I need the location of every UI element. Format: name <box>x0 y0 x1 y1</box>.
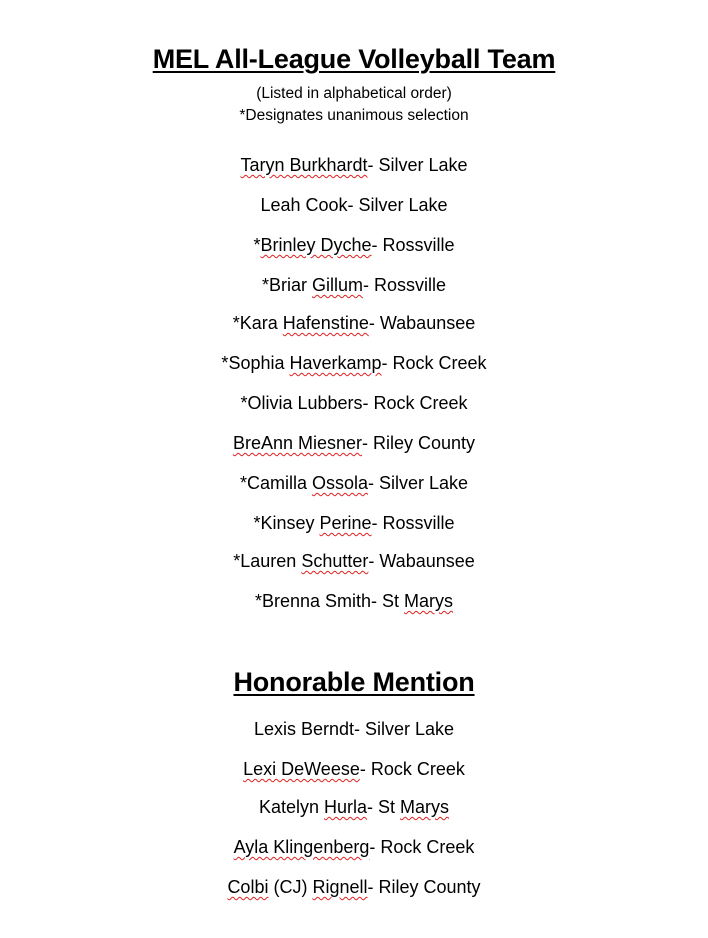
school-name: Rock Creek <box>380 837 475 857</box>
unanimous-marker: * <box>253 235 261 255</box>
player-name: Katelyn Hurla <box>258 797 368 817</box>
spellcheck-flag: Lexi DeWeese <box>243 759 360 779</box>
honorable-mention-entry <box>0 877 708 898</box>
name-school-separator: - <box>367 797 379 817</box>
player-name: Olivia Lubbers <box>247 393 363 413</box>
school-name: Wabaunsee <box>379 313 476 333</box>
name-school-separator: - <box>363 275 374 295</box>
spellcheck-flag: Rignell <box>312 877 368 897</box>
school-name: Silver Lake <box>378 155 468 175</box>
all-league-entry <box>0 513 708 534</box>
all-league-entry <box>0 195 708 216</box>
player-name: Lexis Berndt <box>253 719 354 739</box>
name-school-separator: - <box>368 473 379 493</box>
all-league-entry <box>0 591 708 612</box>
player-name: Leah Cook <box>260 195 348 215</box>
school-name: Rock Creek <box>392 353 487 373</box>
all-league-entry <box>0 393 708 414</box>
spellcheck-flag: Perine <box>319 513 372 533</box>
unanimous-note: *Designates unanimous selection <box>239 107 469 124</box>
spellcheck-flag: Hurla <box>324 797 368 817</box>
spellcheck-flag: Haverkamp <box>289 353 382 373</box>
spellcheck-flag: Gillum <box>311 275 363 295</box>
unanimous-marker: * <box>254 591 262 611</box>
ordering-note: (Listed in alphabetical order) <box>256 85 452 102</box>
honorable-mention-entry <box>0 759 708 780</box>
player-name <box>240 155 367 175</box>
spellcheck-flag: Hafenstine <box>282 313 369 333</box>
unanimous-marker: * <box>233 551 241 571</box>
name-school-separator: - <box>371 591 383 611</box>
school-name: Rock Creek <box>373 393 468 413</box>
spellcheck-flag: Ayla Klingenberg <box>233 837 370 857</box>
unanimous-marker: * <box>253 513 261 533</box>
player-name <box>243 759 360 779</box>
unanimous-marker: * <box>240 393 248 413</box>
name-school-separator: - <box>354 719 365 739</box>
school-name: Riley County <box>378 877 481 897</box>
unanimous-marker: * <box>261 275 269 295</box>
name-school-separator: - <box>359 759 371 779</box>
school-name: Rock Creek <box>370 759 465 779</box>
spellcheck-flag: Taryn Burkhardt <box>240 155 368 175</box>
school-name: St Marys <box>382 591 454 611</box>
all-league-entry <box>0 155 708 176</box>
name-school-separator: - <box>369 837 381 857</box>
name-school-separator: - <box>368 551 380 571</box>
spellcheck-flag: Ossola <box>311 473 368 493</box>
all-league-entry <box>0 235 708 256</box>
school-name: Silver Lake <box>358 195 448 215</box>
spellcheck-flag: Marys <box>404 591 454 611</box>
school-name: Silver Lake <box>365 719 455 739</box>
name-school-separator: - <box>368 313 380 333</box>
name-school-separator: - <box>371 235 383 255</box>
name-school-separator: - <box>371 513 383 533</box>
player-name: Briar Gillum <box>268 275 363 295</box>
name-school-separator: - <box>367 877 379 897</box>
honorable-mention-entry <box>0 719 708 740</box>
school-name: Rossville <box>382 235 455 255</box>
player-name: Camilla Ossola <box>246 473 368 493</box>
spellcheck-flag: Marys <box>400 797 450 817</box>
player-name: Kinsey Perine <box>260 513 372 533</box>
honorable-mention-entry <box>0 837 708 858</box>
all-league-entry <box>0 433 708 454</box>
spellcheck-flag: Colbi <box>227 877 269 897</box>
name-school-separator: - <box>347 195 359 215</box>
name-school-separator: - <box>367 155 379 175</box>
all-league-entry <box>0 473 708 494</box>
school-name: Silver Lake <box>379 473 469 493</box>
all-league-entry <box>0 313 708 334</box>
honorable-mention-heading: Honorable Mention <box>233 667 475 697</box>
player-name <box>233 433 362 453</box>
player-name <box>260 235 371 255</box>
player-name: Kara Hafenstine <box>239 313 369 333</box>
name-school-separator: - <box>381 353 393 373</box>
unanimous-marker: * <box>239 473 247 493</box>
document-title: MEL All-League Volleyball Team <box>152 44 556 74</box>
player-name <box>234 837 370 857</box>
all-league-entry <box>0 275 708 296</box>
unanimous-marker: * <box>221 353 229 373</box>
school-name: Riley County <box>373 433 476 453</box>
all-league-entry <box>0 353 708 374</box>
player-name: Lauren Schutter <box>240 551 369 571</box>
spellcheck-flag: Brinley Dyche <box>260 235 372 255</box>
school-name: Rossville <box>374 275 447 295</box>
unanimous-marker: * <box>232 313 240 333</box>
honorable-mention-entry <box>0 797 708 818</box>
spellcheck-flag: Schutter <box>301 551 369 571</box>
all-league-entry <box>0 551 708 572</box>
spellcheck-flag: BreAnn Miesner <box>232 433 362 453</box>
player-name: Sophia Haverkamp <box>228 353 382 373</box>
school-name: St Marys <box>378 797 450 817</box>
school-name: Rossville <box>382 513 455 533</box>
school-name: Wabaunsee <box>379 551 475 571</box>
player-name: Brenna Smith <box>261 591 372 611</box>
name-school-separator: - <box>362 393 374 413</box>
name-school-separator: - <box>362 433 373 453</box>
player-name: Colbi (CJ) Rignell <box>227 877 368 897</box>
